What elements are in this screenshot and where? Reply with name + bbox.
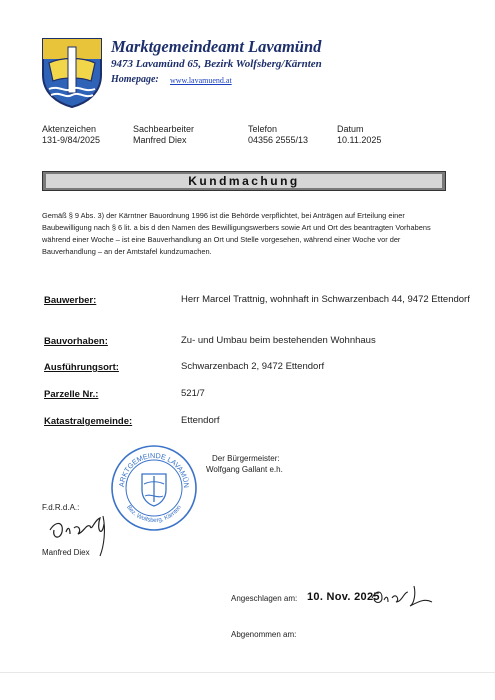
field-label-ausfuehrungsort: Ausführungsort: — [44, 362, 119, 373]
homepage-link[interactable]: www.lavamuend.at — [170, 76, 232, 85]
intro-paragraph: Gemäß § 9 Abs. 3) der Kärntner Bauordnung 1996 ist die Behörde verpflichtet, bei Anträgen auf Erteilung einer Baubewilligung nach § 6 lit. a bis d den Namen des Bewilligungswerbers sowie Art und Ort des beantragten Vorhabens während einer Woche – ist eine Bauverhandlung an Ort und Stelle vorgesehen, während einer Woche vor der Bauverhandlung – an der Amtstafel kundzumachen. — [42, 211, 431, 256]
field-label-bauvorhaben: Bauvorhaben: — [44, 336, 108, 347]
field-label-parzelle: Parzelle Nr.: — [44, 389, 99, 400]
document-title-bar — [42, 171, 446, 191]
meta-datum — [337, 124, 381, 146]
field-value-bauwerber: Herr Marcel Trattnig, wohnhaft in Schwarzenbach 44, 9472 Ettendorf — [181, 294, 470, 305]
meta-label: Sachbearbeiter — [133, 124, 195, 134]
meta-telefon — [248, 124, 308, 146]
meta-label: Telefon — [248, 124, 278, 134]
meta-aktenzeichen — [42, 124, 100, 146]
svg-text:MARKTGEMEINDE LAVAMÜND: ARKTGEMEINDE LAVAMÜN — [116, 450, 192, 489]
page-bottom-divider — [0, 672, 495, 673]
coat-of-arms-logo — [41, 37, 103, 109]
meta-label: Aktenzeichen — [42, 124, 97, 134]
mayor-name: Wolfgang Gallant e.h. — [206, 465, 283, 474]
homepage-label: Homepage: — [111, 74, 159, 85]
field-label-bauwerber: Bauwerber: — [44, 295, 97, 306]
office-title: Marktgemeindeamt Lavamünd — [111, 37, 322, 56]
meta-value: 131-9/84/2025 — [42, 135, 101, 145]
posted-signature — [370, 580, 434, 610]
meta-sachbearbeiter — [133, 124, 194, 146]
meta-label: Datum — [337, 124, 364, 134]
official-seal — [110, 444, 198, 532]
fdra-name: Manfred Diex — [42, 548, 90, 557]
field-label-katastralgemeinde: Katastralgemeinde: — [44, 416, 133, 427]
mayor-title: Der Bürgermeister: — [212, 454, 280, 463]
field-value-ausfuehrungsort: Schwarzenbach 2, 9472 Ettendorf — [181, 361, 325, 372]
meta-value: 10.11.2025 — [337, 135, 382, 145]
removed-label: Abgenommen am: — [231, 630, 297, 639]
document-title: Kundmachung — [46, 174, 442, 188]
meta-value: 04356 2555/13 — [248, 135, 309, 145]
posted-date-stamp: 10. Nov. 2025 — [307, 591, 380, 603]
field-value-parzelle: 521/7 — [181, 388, 205, 399]
fdra-label: F.d.R.d.A.: — [42, 503, 80, 512]
meta-value: Manfred Diex — [133, 135, 187, 145]
office-address: 9473 Lavamünd 65, Bezirk Wolfsberg/Kärnten — [111, 58, 322, 70]
posted-label: Angeschlagen am: — [231, 594, 298, 603]
svg-text:Bez. Wolfsberg, Kärnten: Bez. Wolfsberg, Kärnten — [125, 504, 183, 525]
field-value-bauvorhaben: Zu- und Umbau beim bestehenden Wohnhaus — [181, 335, 376, 346]
field-value-katastralgemeinde: Ettendorf — [181, 415, 220, 426]
